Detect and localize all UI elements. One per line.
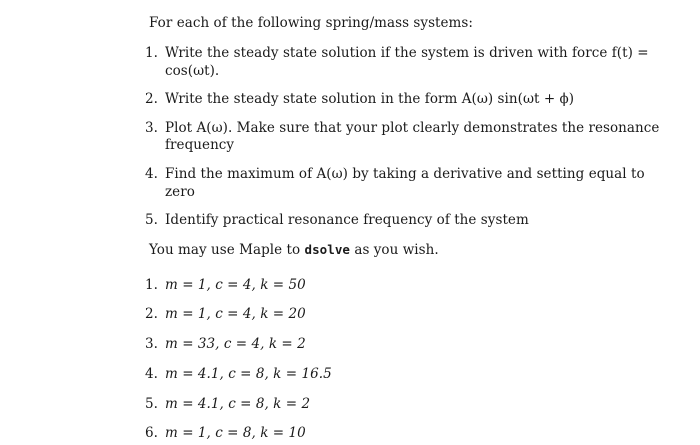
maple-note-after: as you wish. — [350, 242, 439, 258]
system-number: 5. — [145, 396, 158, 412]
system-params: m = 4.1, c = 8, k = 2 — [165, 396, 311, 412]
task-text: Identify practical resonance frequency of the system — [165, 212, 529, 228]
maple-note-before: You may use Maple to — [149, 242, 305, 258]
intro-text: For each of the following spring/mass systems: — [149, 15, 473, 31]
task-number: 3. — [145, 120, 158, 136]
task-number: 5. — [145, 212, 158, 228]
task-number: 1. — [145, 45, 158, 61]
task-text: Plot A(ω). Make sure that your plot clearly demonstrates the resonance — [165, 120, 660, 136]
system-params: m = 1, c = 4, k = 50 — [165, 277, 306, 293]
system-params: m = 1, c = 8, k = 10 — [165, 425, 306, 441]
system-number: 3. — [145, 336, 158, 352]
maple-note-code: dsolve — [304, 242, 350, 257]
system-params: m = 1, c = 4, k = 20 — [165, 306, 306, 322]
system-number: 4. — [145, 366, 158, 382]
task-text: Find the maximum of A(ω) by taking a derivative and setting equal to — [165, 166, 645, 182]
system-number: 1. — [145, 277, 158, 293]
task-text: frequency — [165, 137, 235, 153]
task-text: cos(ωt). — [165, 63, 220, 79]
task-number: 4. — [145, 166, 158, 182]
system-params: m = 33, c = 4, k = 2 — [165, 336, 306, 352]
maple-note — [149, 242, 439, 258]
task-text: Write the steady state solution in the form A(ω) sin(ωt + ϕ) — [165, 91, 575, 107]
task-text: Write the steady state solution if the system is driven with force f(t) = — [165, 45, 649, 61]
task-text: zero — [165, 184, 195, 200]
system-number: 6. — [145, 425, 158, 441]
task-number: 2. — [145, 91, 158, 107]
system-params: m = 4.1, c = 8, k = 16.5 — [165, 366, 332, 382]
system-number: 2. — [145, 306, 158, 322]
